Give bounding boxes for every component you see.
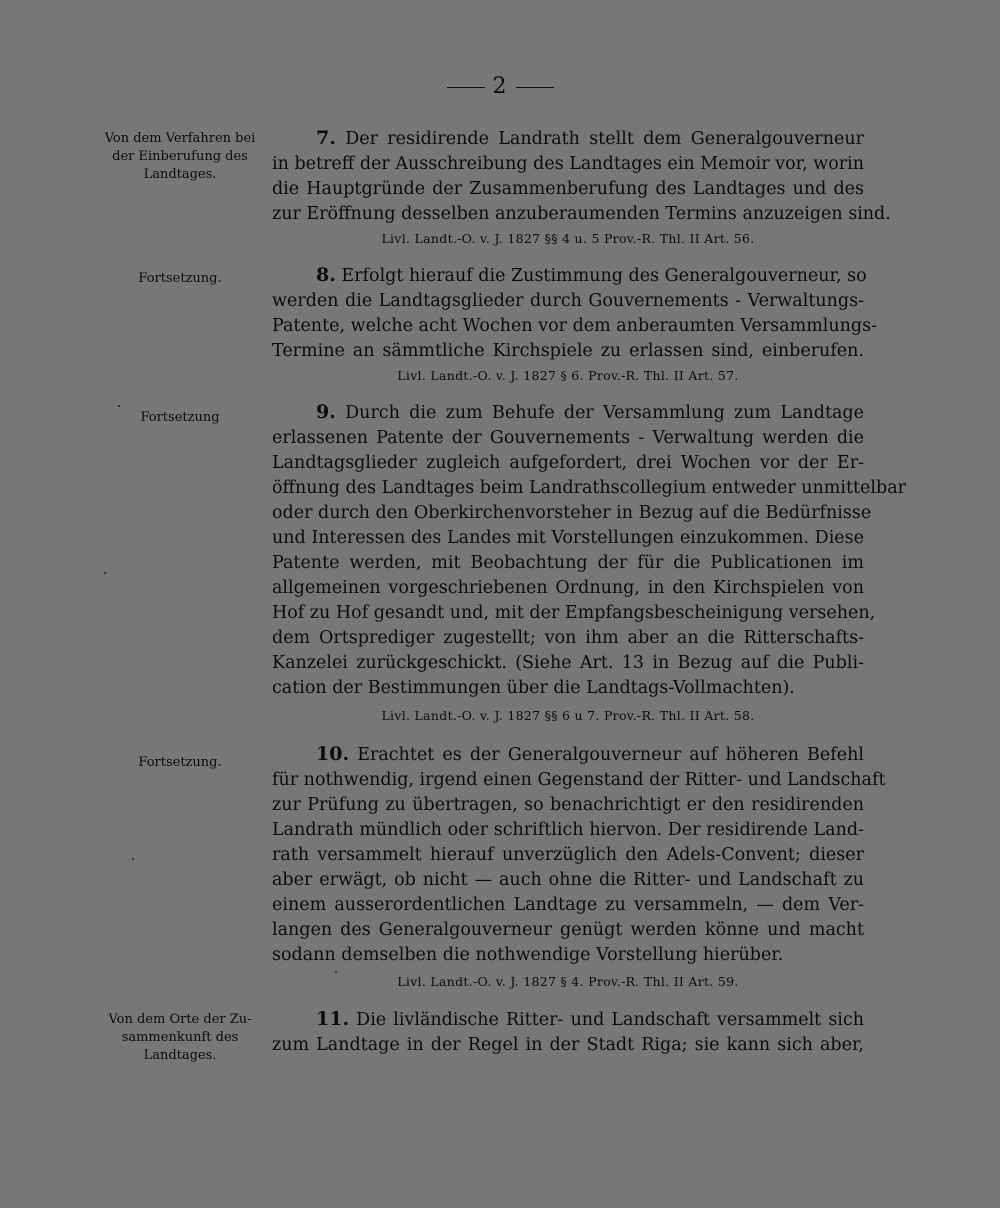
scan-speck [118,405,120,407]
section-9 [272,400,907,701]
section-9-citation: Livl. Landt.-O. v. J. 1827 §§ 6 u 7. Prov.-R. Thl. II Art. 58. [381,708,755,723]
margin-note-5 [92,1011,268,1065]
margin-note-1-line-1: Von dem Verfahren bei [104,131,256,146]
margin-note-5-line-2: sammenkunft des [121,1030,239,1045]
section-11-line-1-text: Die livländische Ritter- und Landschaft versammelt sich [356,1010,864,1030]
margin-note-3: Fortsetzung [140,410,220,425]
section-10-line-4: Landrath mündlich oder schriftlich hiervon. Der residirende Land- [272,820,864,840]
section-7-line-1-text: Der residirende Landrath stellt dem Generalgouverneur [345,129,864,149]
section-9-line-11: Kanzelei zurückgeschickt. (Siehe Art. 13 in Bezug auf die Publi- [272,653,864,673]
section-9-line-12: cation der Bestimmungen über die Landtags-Vollmachten). [272,678,795,698]
section-9-line-5: oder durch den Oberkirchenvorsteher in Bezug auf die Bedürfnisse [272,503,872,523]
section-9-line-4: öffnung des Landtages beim Landrathscollegium entweder unmittelbar [272,478,907,498]
section-8-line-3: Patente, welche acht Wochen vor dem anberaumten Versammlungs- [272,316,878,336]
margin-note-2: Fortsetzung. [138,271,222,286]
scan-speck [104,572,106,574]
section-11-line-1 [272,1007,864,1033]
section-7-citation: Livl. Landt.-O. v. J. 1827 §§ 4 u. 5 Prov.-R. Thl. II Art. 56. [381,231,755,246]
section-9-line-2: erlassenen Patente der Gouvernements - Verwaltung werden die [272,428,864,448]
section-10-line-8: langen des Generalgouverneur genügt werden könne und macht [272,920,864,940]
section-8-line-1 [272,263,867,289]
section-8-line-1-text: Erfolgt hierauf die Zustimmung des Generalgouverneur, so [341,266,867,286]
page-number-dash-right [516,87,554,88]
scan-speck [132,858,134,860]
section-10-line-3: zur Prüfung zu übertragen, so benachrichtigt er den residirenden [272,795,864,815]
section-10-line-2: für nothwendig, irgend einen Gegenstand der Ritter- und Landschaft [272,770,886,790]
section-8-number: 8. [316,264,336,286]
section-11-line-2: zum Landtage in der Regel in der Stadt Riga; sie kann sich aber, [272,1035,864,1055]
section-9-line-1 [272,400,864,426]
section-10-line-5: rath versammelt hierauf unverzüglich den Adels-Convent; dieser [272,845,864,865]
margin-note-1-line-2: der Einberufung des [112,149,248,164]
section-7 [272,126,891,227]
section-10-line-6: aber erwägt, ob nicht — auch ohne die Ritter- und Landschaft zu [272,870,864,890]
section-9-line-10: dem Ortsprediger zugestellt; von ihm aber an die Ritterschafts- [272,628,864,648]
scan-speck [335,971,337,973]
section-10-line-1 [272,742,864,768]
section-8-line-4: Termine an sämmtliche Kirchspiele zu erlassen sind, einberufen. [272,341,864,361]
margin-note-5-line-3: Landtages. [143,1048,217,1063]
margin-note-1-line-3: Landtages. [143,167,217,182]
section-7-number: 7. [316,127,336,149]
section-10-line-9: sodann demselben die nothwendige Vorstellung hierüber. [272,945,784,965]
page-number-text: 2 [492,74,508,99]
section-8 [272,263,878,364]
section-9-line-1-text: Durch die zum Behufe der Versammlung zum Landtage [345,403,864,423]
margin-note-1 [92,130,268,184]
section-7-line-2: in betreff der Ausschreibung des Landtages ein Memoir vor, worin [272,154,864,174]
section-9-line-7: Patente werden, mit Beobachtung der für die Publicationen im [272,553,864,573]
section-10-number: 10. [316,743,350,765]
page-number [0,74,1000,99]
margin-note-5-line-1: Von dem Orte der Zu- [108,1012,252,1027]
section-9-line-6: und Interessen des Landes mit Vorstellungen einzukommen. Diese [272,528,864,548]
section-10-citation: Livl. Landt.-O. v. J. 1827 § 4. Prov.-R. Thl. II Art. 59. [397,974,739,989]
section-9-number: 9. [316,401,336,423]
section-11-number: 11. [316,1008,350,1030]
section-7-line-3: die Hauptgründe der Zusammenberufung des Landtages und des [272,179,864,199]
section-10-line-1-text: Erachtet es der Generalgouverneur auf höheren Befehl [357,745,864,765]
section-10 [272,742,886,968]
margin-note-4: Fortsetzung. [138,755,222,770]
section-9-line-8: allgemeinen vorgeschriebenen Ordnung, in den Kirchspielen von [272,578,864,598]
section-11 [272,1007,864,1058]
section-8-line-2: werden die Landtagsglieder durch Gouvernements - Verwaltungs- [272,291,864,311]
section-9-line-3: Landtagsglieder zugleich aufgefordert, drei Wochen vor der Er- [272,453,864,473]
section-10-line-7: einem ausserordentlichen Landtage zu versammeln, — dem Ver- [272,895,864,915]
page-number-dash-left [447,87,485,88]
section-8-citation: Livl. Landt.-O. v. J. 1827 § 6. Prov.-R. Thl. II Art. 57. [397,368,739,383]
section-9-line-9: Hof zu Hof gesandt und, mit der Empfangsbescheinigung versehen, [272,603,876,623]
section-7-line-4: zur Eröffnung desselben anzuberaumenden Termins anzuzeigen sind. [272,204,891,224]
section-7-line-1 [272,126,864,152]
